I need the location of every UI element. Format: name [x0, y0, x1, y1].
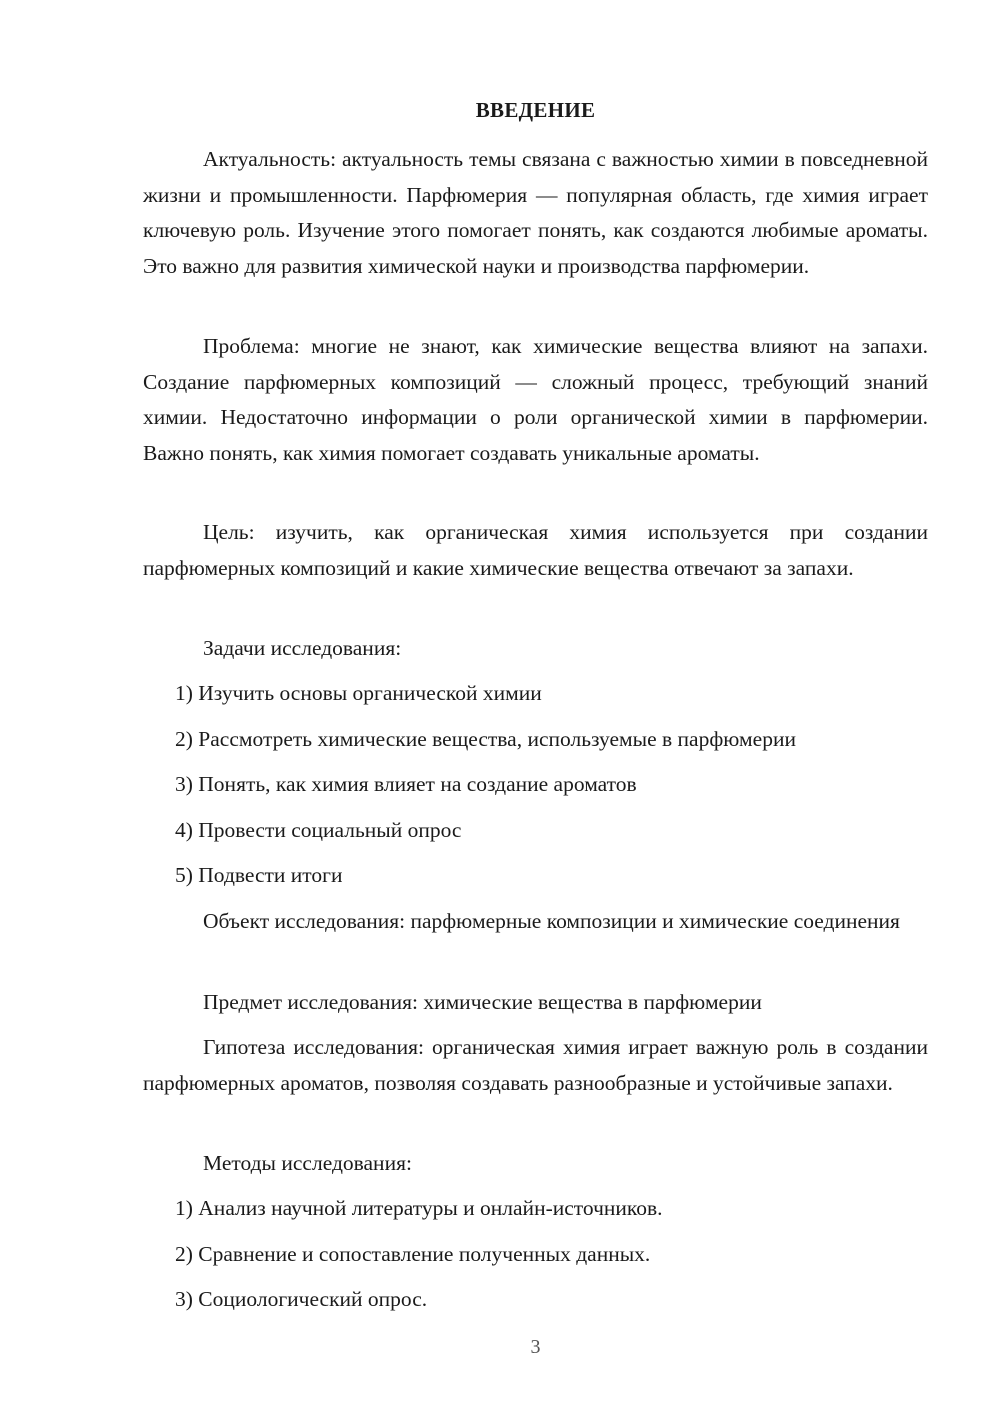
- document-page: [143, 0, 928, 1414]
- subject-paragraph: Предмет исследования: химические вещества в парфюмерии: [203, 990, 762, 1014]
- goal-paragraph: Цель: изучить, как органическая химия используется при создании парфюмерных композиций и какие химические вещества отвечают за запахи.: [143, 520, 928, 580]
- method-item: 3) Социологический опрос.: [175, 1287, 428, 1311]
- page-title: ВВЕДЕНИЕ: [475, 98, 596, 122]
- method-item: 1) Анализ научной литературы и онлайн-источников.: [175, 1196, 663, 1220]
- method-item: 2) Сравнение и сопоставление полученных данных.: [175, 1242, 651, 1266]
- task-item: 5) Подвести итоги: [175, 863, 343, 887]
- hypothesis-paragraph: Гипотеза исследования: органическая химия играет важную роль в создании парфюмерных ароматов, позволяя создавать разнообразные и устойчивые запахи.: [143, 1035, 928, 1095]
- methods-heading: Методы исследования:: [203, 1151, 412, 1175]
- problem-paragraph: Проблема: многие не знают, как химические вещества влияют на запахи. Создание парфюмерных композиций — сложный процесс, требующий знаний химии. Недостаточно информации о роли органической химии в парфюмерии. Важно понять, как химия помогает создавать уникальные ароматы.: [143, 334, 928, 465]
- task-item: 4) Провести социальный опрос: [175, 818, 462, 842]
- page-number: 3: [530, 1336, 541, 1358]
- task-item: 1) Изучить основы органической химии: [175, 681, 542, 705]
- task-item: 2) Рассмотреть химические вещества, используемые в парфюмерии: [175, 727, 796, 751]
- relevance-paragraph: Актуальность: актуальность темы связана с важностью химии в повседневной жизни и промышленности. Парфюмерия — популярная область, где химия играет ключевую роль. Изучение этого помогает понять, как создаются любимые ароматы. Это важно для развития химической науки и производства парфюмерии.: [143, 147, 928, 278]
- tasks-heading: Задачи исследования:: [203, 636, 402, 660]
- object-paragraph: Объект исследования: парфюмерные композиции и химические соединения: [203, 909, 900, 933]
- task-item: 3) Понять, как химия влияет на создание ароматов: [175, 772, 637, 796]
